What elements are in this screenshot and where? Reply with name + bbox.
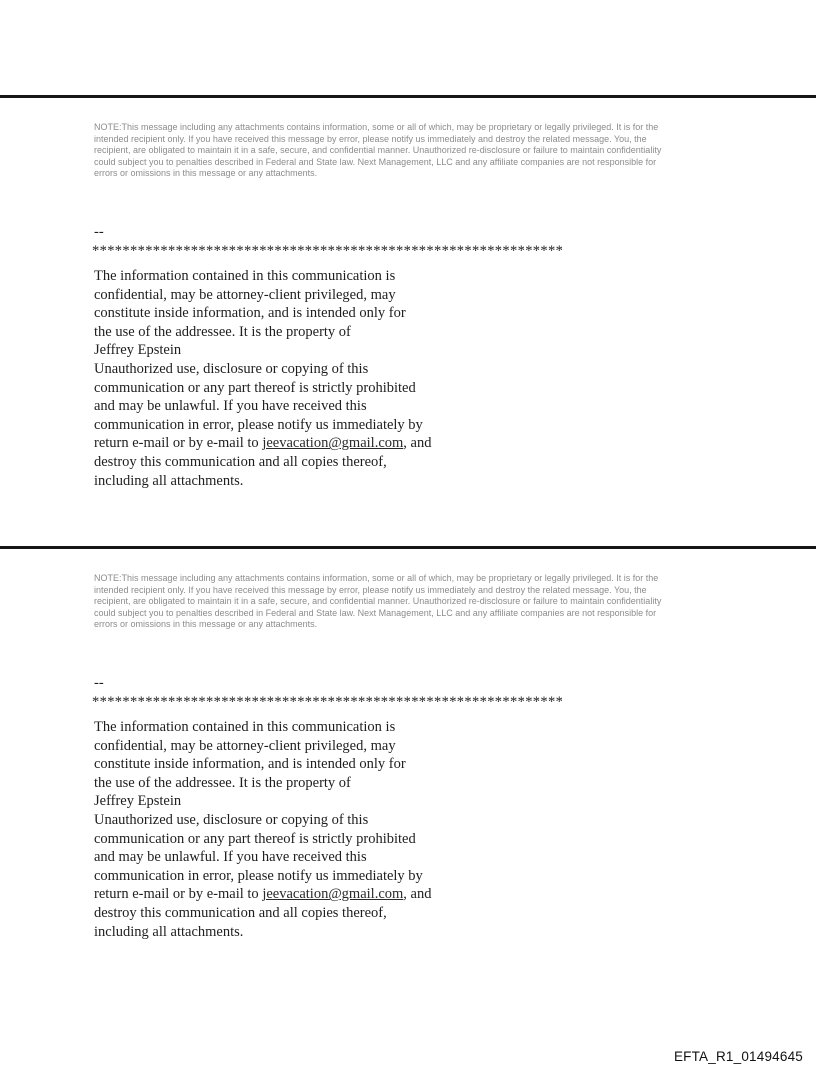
notice-line: Jeffrey Epstein [94,342,182,359]
email-line-suffix: , and [403,886,432,903]
note-line: recipient, are obligated to maintain it in a safe, secure, and confidential manner. Unauthorized re-disclosure or failure to maintain confidentiality [94,596,662,606]
signature-separator: -- [94,675,104,691]
notice-line: The information contained in this communication is [94,268,396,284]
notice-line: Unauthorized use, disclosure or copying of this [94,360,369,377]
note-disclaimer [94,122,734,180]
notice-line: communication in error, please notify us immediately by [94,416,423,433]
email-link[interactable]: jeevacation@gmail.com [262,886,404,903]
notice-line: the use of the addressee. It is the property of [94,774,351,791]
note-line: intended recipient only. If you have received this message by error, please notify us immediately and destroy the related message. You, the [94,133,647,144]
note-disclaimer [94,573,734,631]
confidentiality-notice [94,267,431,490]
note-line: could subject you to penalties described in Federal and State law. Next Management, LLC and any affiliate companies are not responsible for [94,156,657,167]
horizontal-divider [0,546,816,549]
notice-line: confidential, may be attorney-client privileged, may [94,286,396,303]
notice-line: constitute inside information, and is intended only for [94,756,406,773]
note-line: errors or omissions in this message or any attachments. [94,619,318,629]
asterisk-divider: ************************************************************** [92,243,564,259]
notice-line: confidential, may be attorney-client privileged, may [94,737,396,754]
notice-line: the use of the addressee. It is the property of [94,323,351,340]
note-line: NOTE:This message including any attachments contains information, some or all of which, may be proprietary or legally privileged. It is for the [94,122,659,132]
notice-line: communication or any part thereof is strictly prohibited [94,379,416,396]
notice-line: including all attachments. [94,923,244,940]
email-line-prefix: return e-mail or by e-mail to [94,435,263,452]
notice-email-line [94,885,431,904]
signature-separator: -- [94,224,104,240]
bates-number: EFTA_R1_01494645 [673,1049,803,1064]
note-line: intended recipient only. If you have received this message by error, please notify us immediately and destroy the related message. You, the [94,584,647,595]
note-line: NOTE:This message including any attachments contains information, some or all of which, may be proprietary or legally privileged. It is for the [94,573,659,583]
note-line: recipient, are obligated to maintain it in a safe, secure, and confidential manner. Unauthorized re-disclosure or failure to maintain confidentiality [94,145,662,155]
notice-line: Unauthorized use, disclosure or copying of this [94,811,369,828]
note-line: errors or omissions in this message or any attachments. [94,168,318,178]
email-line-suffix: , and [403,435,432,452]
notice-email-line [94,434,431,453]
asterisk-divider: ************************************************************** [92,694,564,710]
horizontal-divider [0,95,816,98]
notice-line: destroy this communication and all copies thereof, [94,453,387,470]
notice-line: and may be unlawful. If you have received this [94,398,367,415]
note-line: could subject you to penalties described in Federal and State law. Next Management, LLC and any affiliate companies are not responsible for [94,607,657,618]
email-line-prefix: return e-mail or by e-mail to [94,886,263,903]
email-link[interactable]: jeevacation@gmail.com [262,435,404,452]
notice-line: communication or any part thereof is strictly prohibited [94,830,416,847]
notice-line: communication in error, please notify us immediately by [94,867,423,884]
notice-line: destroy this communication and all copies thereof, [94,904,387,921]
confidentiality-notice [94,718,431,941]
notice-line: The information contained in this communication is [94,719,396,735]
notice-line: Jeffrey Epstein [94,793,182,810]
notice-line: and may be unlawful. If you have received this [94,849,367,866]
notice-line: including all attachments. [94,472,244,489]
notice-line: constitute inside information, and is intended only for [94,305,406,322]
